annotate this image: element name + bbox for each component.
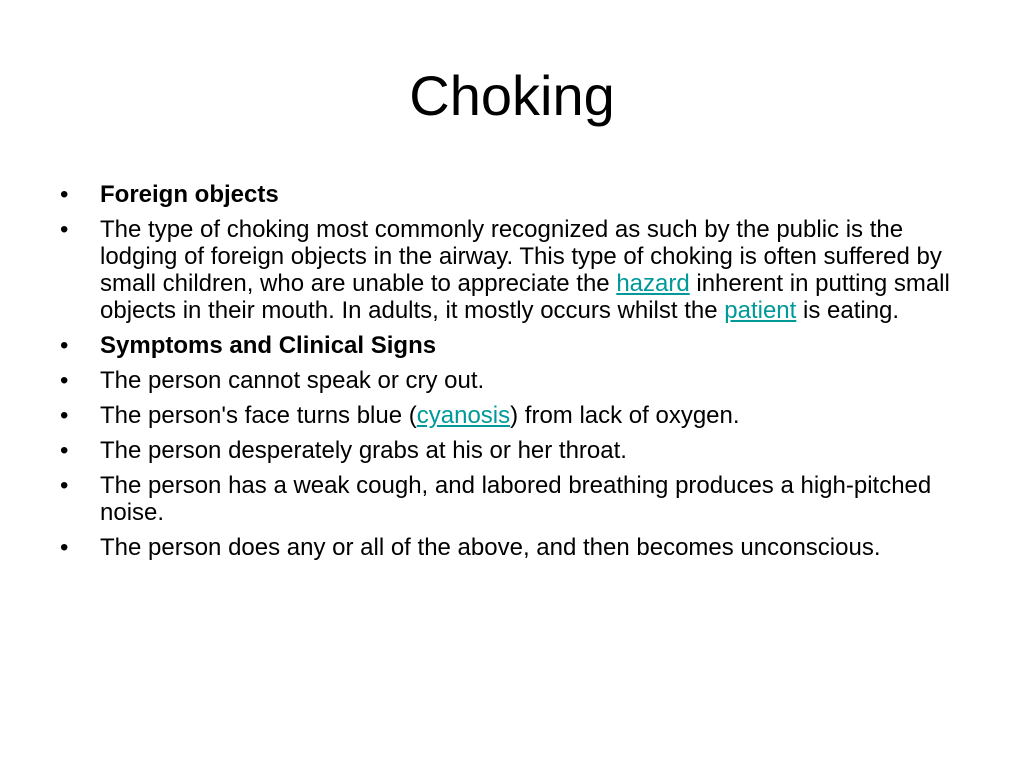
bullet-item-foreign-objects-description [60,216,960,324]
bullet-item-foreign-objects-heading [60,181,960,208]
bullet-text: The type of choking most commonly recognized as such by the public is the lodging of foreign objects in the airway. This type of choking is often suffered by small children, who are unable to appreciate the [100,216,942,297]
bullet-marker: • [60,402,69,429]
bullet-text: is eating. [796,297,900,324]
hazard-link[interactable]: hazard [616,270,690,297]
bullet-heading: Symptoms and Clinical Signs [100,332,437,359]
bullet-heading: Foreign objects [100,181,279,208]
bullet-marker: • [60,181,69,208]
bullet-text: The person cannot speak or cry out. [100,367,485,394]
bullet-item-grabs-throat [60,437,960,464]
cyanosis-link[interactable]: cyanosis [416,402,511,429]
bullet-list [60,181,960,569]
bullet-text: The person's face turns blue ( [100,402,417,429]
bullet-marker: • [60,367,69,394]
bullet-marker: • [60,332,69,359]
bullet-item-cannot-speak [60,367,960,394]
bullet-marker: • [60,216,69,243]
bullet-text: The person desperately grabs at his or her throat. [100,437,627,464]
bullet-text: The person does any or all of the above, and then becomes unconscious. [100,534,881,561]
bullet-text: The person has a weak cough, and labored breathing produces a high-pitched noise. [100,472,932,526]
bullet-item-weak-cough [60,472,960,526]
bullet-item-symptoms-heading [60,332,960,359]
bullet-text: ) from lack of oxygen. [510,402,740,429]
slide-title: Choking [409,64,615,127]
bullet-item-face-blue [60,402,960,429]
bullet-marker: • [60,472,69,499]
bullet-text: inherent in putting small objects in their mouth. In adults, it mostly occurs whilst the [100,270,950,324]
bullet-marker: • [60,534,69,561]
bullet-marker: • [60,437,69,464]
patient-link[interactable]: patient [724,297,797,324]
bullet-item-unconscious [60,534,960,561]
